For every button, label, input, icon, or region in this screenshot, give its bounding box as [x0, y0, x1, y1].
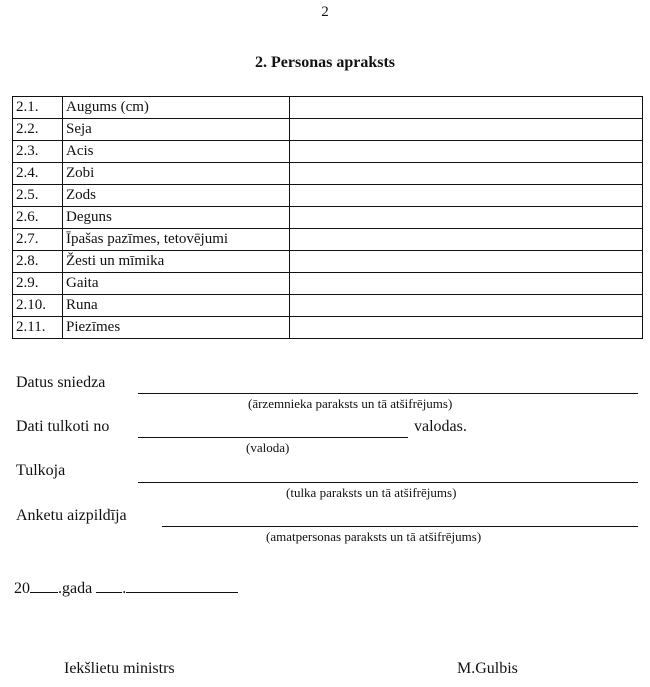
row-number: 2.8.	[13, 251, 63, 273]
row-number: 2.6.	[13, 207, 63, 229]
row-number: 2.11.	[13, 317, 63, 339]
translated-from-label: Dati tulkoti no	[16, 418, 110, 435]
row-value-field[interactable]	[290, 317, 643, 339]
table-row	[13, 163, 643, 185]
table-row	[13, 207, 643, 229]
table-row	[13, 141, 643, 163]
row-number: 2.10.	[13, 295, 63, 317]
row-value-field[interactable]	[290, 185, 643, 207]
table-row	[13, 295, 643, 317]
minister-position: Iekšlietu ministrs	[64, 660, 175, 677]
row-value-field[interactable]	[290, 229, 643, 251]
row-value-field[interactable]	[290, 119, 643, 141]
month-blank[interactable]	[126, 578, 238, 593]
day-blank[interactable]	[96, 578, 122, 593]
row-value-field[interactable]	[290, 163, 643, 185]
translator-signature-line[interactable]	[138, 482, 638, 483]
language-caption: (valoda)	[246, 440, 290, 455]
row-number: 2.1.	[13, 97, 63, 119]
row-number: 2.7.	[13, 229, 63, 251]
provided-by-label: Datus sniedza	[16, 374, 106, 391]
gada-label: .gada	[58, 580, 93, 597]
row-label: Īpašas pazīmes, tetovējumi	[63, 229, 290, 251]
row-value-field[interactable]	[290, 207, 643, 229]
row-number: 2.5.	[13, 185, 63, 207]
row-label: Acis	[63, 141, 290, 163]
row-number: 2.3.	[13, 141, 63, 163]
page-number: 2	[321, 4, 329, 20]
row-value-field[interactable]	[290, 97, 643, 119]
translated-suffix: valodas.	[414, 418, 467, 435]
row-label: Zods	[63, 185, 290, 207]
filled-by-signature-line[interactable]	[162, 526, 638, 527]
date-line	[14, 578, 238, 598]
row-value-field[interactable]	[290, 273, 643, 295]
person-description-table	[12, 96, 643, 339]
language-line[interactable]	[138, 437, 408, 438]
row-value-field[interactable]	[290, 295, 643, 317]
table-row	[13, 119, 643, 141]
translator-caption: (tulka paraksts un tā atšifrējums)	[286, 485, 457, 500]
row-label: Gaita	[63, 273, 290, 295]
provided-by-caption: (ārzemnieka paraksts un tā atšifrējums)	[248, 396, 453, 411]
row-label: Piezīmes	[63, 317, 290, 339]
row-number: 2.9.	[13, 273, 63, 295]
filled-by-label: Anketu aizpildīja	[16, 507, 127, 524]
table-row	[13, 97, 643, 119]
translator-label: Tulkoja	[16, 462, 66, 479]
row-label: Žesti un mīmika	[63, 251, 290, 273]
row-label: Augums (cm)	[63, 97, 290, 119]
row-label: Deguns	[63, 207, 290, 229]
row-value-field[interactable]	[290, 141, 643, 163]
row-label: Runa	[63, 295, 290, 317]
table-row	[13, 229, 643, 251]
filled-by-caption: (amatpersonas paraksts un tā atšifrējums)	[266, 529, 482, 544]
minister-name: M.Gulbis	[457, 660, 518, 677]
row-label: Seja	[63, 119, 290, 141]
table-row	[13, 317, 643, 339]
table-row	[13, 273, 643, 295]
row-value-field[interactable]	[290, 251, 643, 273]
row-number: 2.2.	[13, 119, 63, 141]
date-dot: .	[122, 580, 127, 597]
provided-by-signature-line[interactable]	[138, 393, 638, 394]
row-label: Zobi	[63, 163, 290, 185]
year-prefix: 20	[14, 580, 30, 597]
year-blank[interactable]	[30, 578, 58, 593]
table-row	[13, 185, 643, 207]
row-number: 2.4.	[13, 163, 63, 185]
section-title: 2. Personas apraksts	[254, 54, 395, 71]
table-row	[13, 251, 643, 273]
